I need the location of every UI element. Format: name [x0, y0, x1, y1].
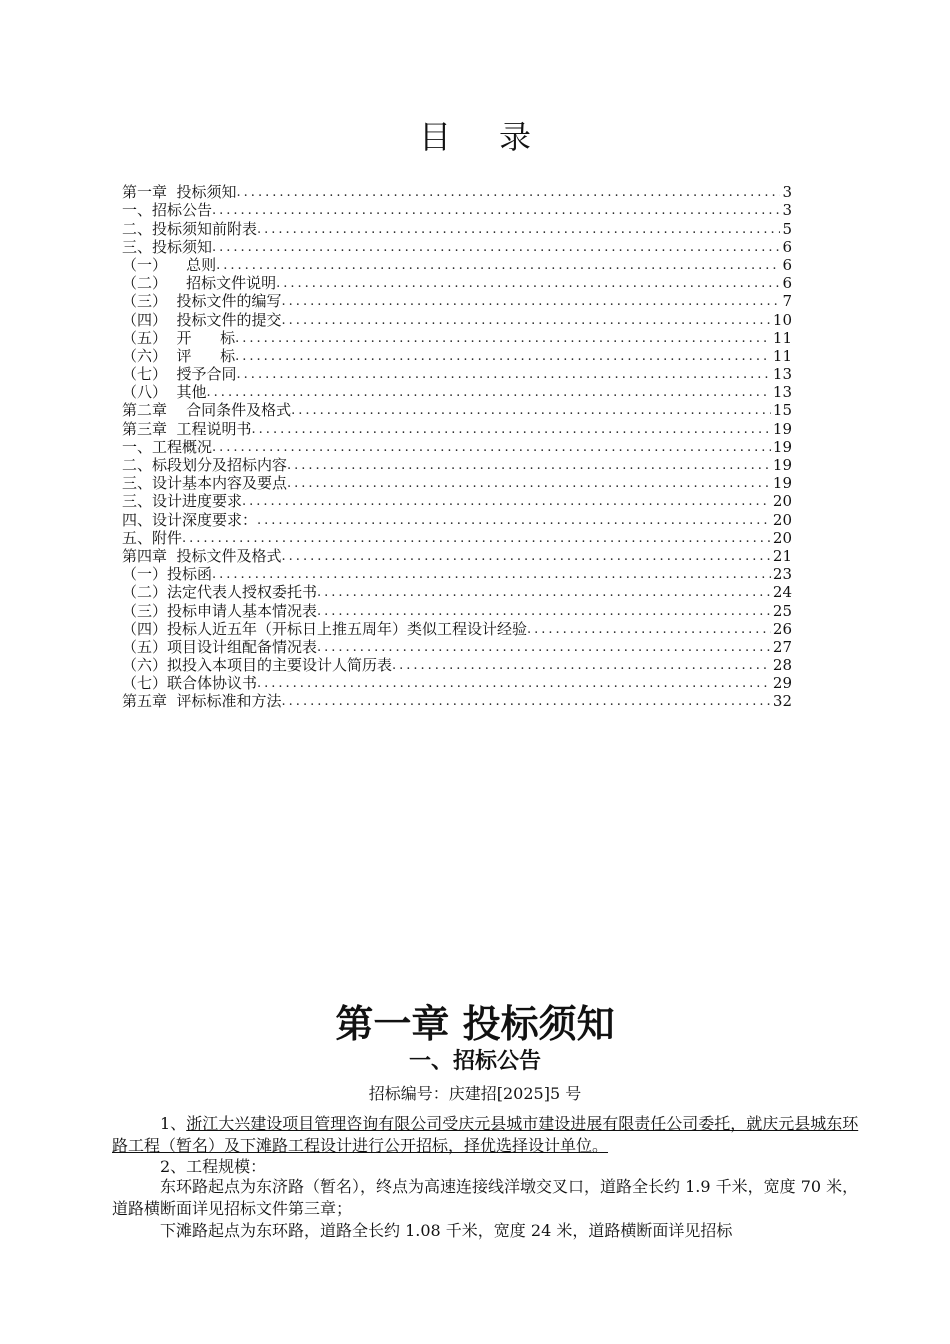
toc-entry-page: 24 — [772, 583, 792, 602]
toc-leader-dots — [317, 640, 771, 656]
toc-entry-page: 19 — [772, 419, 792, 438]
toc-entry-label: （四）投标人近五年（开标日上推五周年）类似工程设计经验 — [122, 619, 528, 638]
toc-leader-dots — [212, 440, 771, 456]
toc-entry[interactable] — [122, 510, 792, 528]
chapter-title: 第一章 投标须知 — [335, 1001, 615, 1046]
toc-entry-label: （八） 其他 — [122, 383, 207, 402]
toc-entry[interactable] — [122, 656, 792, 674]
toc-entry[interactable] — [122, 620, 792, 638]
toc-entry-page: 20 — [772, 492, 792, 511]
toc-entry-page: 32 — [772, 692, 792, 711]
toc-entry-page: 13 — [772, 383, 792, 402]
toc-entry-page: 21 — [772, 546, 792, 565]
toc-leader-dots — [212, 567, 771, 583]
toc-entry[interactable] — [122, 601, 792, 619]
toc-entry-page: 6 — [782, 274, 792, 293]
table-of-contents — [122, 183, 792, 710]
toc-entry-page: 5 — [782, 219, 792, 238]
toc-entry-label: （七）联合体协议书 — [122, 674, 258, 693]
toc-leader-dots — [212, 203, 780, 219]
toc-leader-dots — [252, 422, 771, 438]
toc-leader-dots — [282, 549, 771, 565]
toc-entry-page: 19 — [772, 474, 792, 493]
toc-entry-label: （五）项目设计组配备情况表 — [122, 637, 318, 656]
toc-entry-label: （五） 开 标 — [122, 328, 236, 347]
toc-entry-label: 二、投标须知前附表 — [122, 219, 258, 238]
toc-entry[interactable] — [122, 474, 792, 492]
toc-entry-label: 一、工程概况 — [122, 437, 213, 456]
toc-leader-dots — [237, 367, 771, 383]
toc-entry-page: 10 — [772, 310, 792, 329]
toc-entry-label: 第二章 合同条件及格式 — [122, 401, 292, 420]
toc-leader-dots — [216, 258, 780, 274]
toc-entry-label: 第一章 投标须知 — [122, 183, 237, 202]
toc-entry-label: （三）投标申请人基本情况表 — [122, 601, 318, 620]
toc-leader-dots — [207, 385, 771, 401]
toc-entry[interactable] — [122, 547, 792, 565]
toc-title: 目录 — [418, 118, 579, 156]
toc-entry-label: 三、设计进度要求 — [122, 492, 243, 511]
toc-leader-dots — [212, 240, 780, 256]
toc-entry[interactable] — [122, 583, 792, 601]
toc-entry-label: （七） 授予合同 — [122, 365, 237, 384]
toc-entry[interactable] — [122, 365, 792, 383]
toc-leader-dots — [235, 349, 771, 365]
toc-entry-label: （一） 总则 — [122, 255, 217, 274]
toc-leader-dots — [182, 531, 771, 547]
toc-leader-dots — [287, 458, 771, 474]
toc-entry-page: 29 — [772, 674, 792, 693]
toc-entry[interactable] — [122, 383, 792, 401]
toc-leader-dots — [242, 494, 771, 510]
toc-entry-label: 三、设计基本内容及要点 — [122, 474, 288, 493]
toc-entry[interactable] — [122, 347, 792, 365]
toc-entry-page: 19 — [772, 456, 792, 474]
toc-entry-page: 3 — [782, 183, 792, 202]
toc-leader-dots — [282, 294, 781, 310]
toc-entry[interactable] — [122, 201, 792, 219]
toc-entry-page: 6 — [782, 255, 792, 274]
toc-entry-page: 27 — [772, 637, 792, 656]
toc-entry[interactable] — [122, 219, 792, 237]
toc-entry[interactable] — [122, 292, 792, 310]
toc-entry-page: 28 — [772, 656, 792, 675]
paragraph-4: 下滩路起点为东环路，道路全长约 1.08 千米，宽度 24 米，道路横断面详见招标 — [160, 1221, 733, 1240]
toc-entry-page: 13 — [772, 365, 792, 384]
toc-entry-page: 20 — [772, 528, 792, 547]
toc-entry-page: 6 — [782, 237, 792, 256]
toc-entry-label: 一、招标公告 — [122, 201, 213, 220]
toc-entry-page: 7 — [782, 292, 792, 311]
toc-entry-page: 25 — [772, 601, 792, 620]
toc-leader-dots — [317, 604, 771, 620]
toc-leader-dots — [287, 476, 771, 492]
paragraph-1-underlined: 浙江大兴建设项目管理咨询有限公司受庆元县城市建设进展有限责任公司委托，就庆元县城东环路工程（暂名）及下滩路工程设计进行公开招标，择优选择设计单位。 — [112, 1114, 859, 1155]
toc-entry-label: （四） 投标文件的提交 — [122, 310, 282, 329]
toc-entry-label: 四、设计深度要求： — [122, 510, 258, 529]
toc-entry[interactable] — [122, 274, 792, 292]
toc-entry[interactable] — [122, 183, 792, 201]
toc-entry-label: 五、附件 — [122, 528, 183, 547]
toc-entry[interactable] — [122, 419, 792, 437]
toc-entry-label: 第三章 工程说明书 — [122, 419, 252, 438]
toc-entry-page: 19 — [772, 437, 792, 456]
toc-leader-dots — [257, 676, 771, 692]
toc-leader-dots — [317, 585, 771, 601]
bid-number: 招标编号：庆建招[2025]5 号 — [368, 1084, 582, 1103]
toc-entry[interactable] — [122, 256, 792, 274]
toc-leader-dots — [276, 276, 780, 292]
toc-entry-page: 3 — [782, 201, 792, 220]
toc-entry-label: （六） 评 标 — [122, 346, 236, 365]
paragraph-1-prefix: 1、 — [160, 1114, 187, 1133]
toc-entry[interactable] — [122, 438, 792, 456]
toc-entry-label: （一）投标函 — [122, 565, 213, 584]
toc-leader-dots — [237, 185, 781, 201]
toc-entry-page: 11 — [772, 328, 792, 347]
toc-entry-page: 20 — [772, 510, 792, 529]
toc-leader-dots — [257, 222, 780, 238]
toc-entry[interactable] — [122, 529, 792, 547]
toc-entry-label: 二、标段划分及招标内容 — [122, 456, 288, 474]
toc-entry[interactable] — [122, 310, 792, 328]
toc-leader-dots — [282, 694, 771, 710]
toc-entry-label: （六）拟投入本项目的主要设计人简历表 — [122, 656, 393, 675]
toc-entry-page: 26 — [772, 619, 792, 638]
toc-entry[interactable] — [122, 565, 792, 583]
toc-leader-dots — [291, 403, 771, 419]
paragraph-2: 2、工程规模： — [160, 1157, 267, 1176]
paragraph-3: 东环路起点为东济路（暂名），终点为高速连接线洋墩交叉口，道路全长约 1.9 千米，宽度 70 米，道路横断面详见招标文件第三章； — [112, 1177, 859, 1218]
toc-entry-label: 三、投标须知 — [122, 237, 213, 256]
toc-entry-label: （三） 投标文件的编写 — [122, 292, 282, 311]
toc-entry[interactable] — [122, 674, 792, 692]
toc-entry[interactable] — [122, 401, 792, 419]
toc-leader-dots — [282, 313, 771, 329]
toc-entry[interactable] — [122, 638, 792, 656]
toc-entry-label: （二）法定代表人授权委托书 — [122, 583, 318, 602]
toc-entry[interactable] — [122, 456, 792, 474]
toc-entry[interactable] — [122, 492, 792, 510]
toc-leader-dots — [527, 622, 771, 638]
toc-leader-dots — [257, 513, 771, 529]
toc-entry-label: 第五章 评标标准和方法 — [122, 692, 282, 711]
toc-entry-page: 11 — [772, 346, 792, 365]
toc-entry-label: 第四章 投标文件及格式 — [122, 546, 282, 565]
toc-leader-dots — [392, 658, 771, 674]
toc-leader-dots — [235, 331, 771, 347]
toc-entry[interactable] — [122, 692, 792, 710]
section-title: 一、招标公告 — [408, 1048, 541, 1074]
toc-entry-page: 15 — [772, 401, 792, 420]
toc-entry-label: （二） 招标文件说明 — [122, 274, 277, 293]
toc-entry-page: 23 — [772, 565, 792, 584]
toc-entry[interactable] — [122, 329, 792, 347]
paragraph-1 — [112, 1113, 872, 1157]
toc-entry[interactable] — [122, 238, 792, 256]
